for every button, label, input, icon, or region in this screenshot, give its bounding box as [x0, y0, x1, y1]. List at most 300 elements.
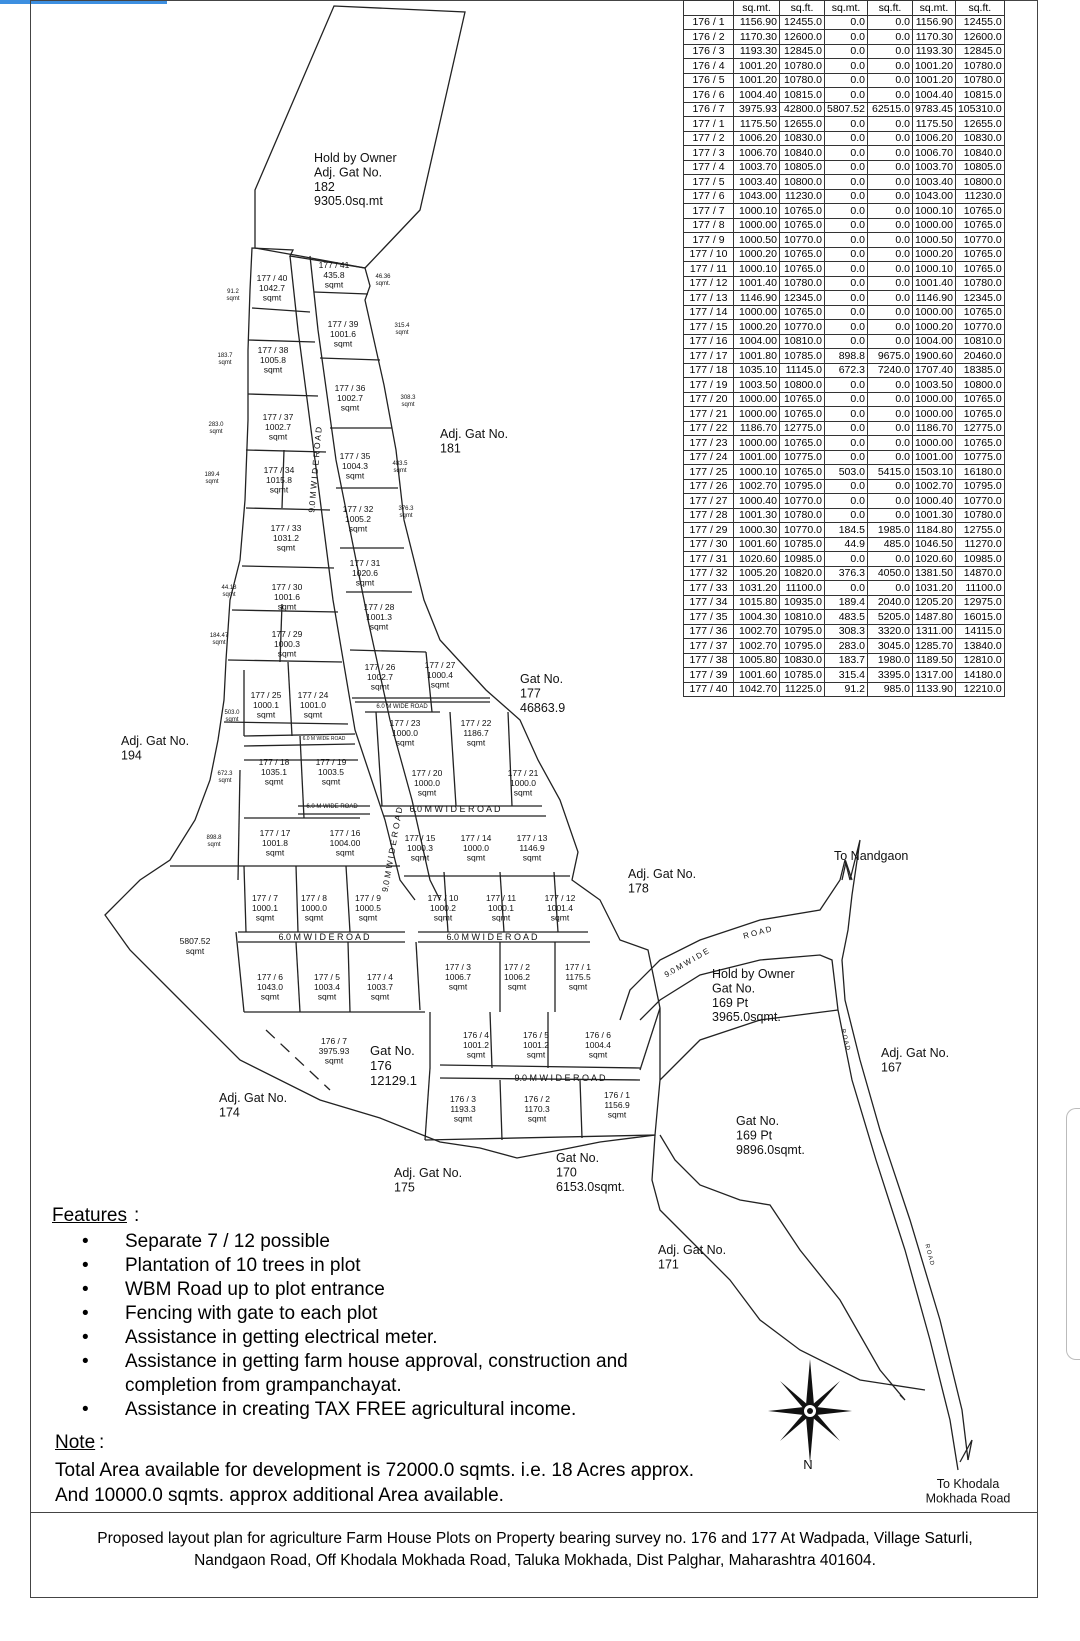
area-cell: 12975.0	[955, 595, 1004, 610]
area-cell: 10985.0	[780, 552, 825, 567]
plot-label	[264, 465, 295, 495]
area-cell: 0.0	[867, 233, 912, 248]
plot-label-line: sqmt	[276, 542, 296, 553]
plot-label-line: sqmt	[321, 776, 341, 787]
area-cell: 0.0	[825, 175, 868, 190]
plot-label-line: 177 / 13	[516, 833, 548, 843]
table-row	[684, 523, 1005, 538]
plot-id-cell: 177 / 21	[684, 407, 734, 422]
area-cell: 3395.0	[867, 668, 912, 683]
area-cell: 91.2	[825, 682, 868, 697]
area-cell: 0.0	[867, 88, 912, 103]
area-cell: 10810.0	[780, 610, 825, 625]
area-cell: 3320.0	[867, 624, 912, 639]
gat-170-label-line: 170	[556, 1165, 577, 1180]
strip-area-label-line: 91.2	[227, 289, 239, 295]
plot-label-line: 177 / 8	[301, 893, 327, 903]
plot-label-line: 1000.3	[274, 638, 300, 649]
strip-area-label-line: 308.3	[400, 395, 416, 401]
hold-owner-182-label	[314, 151, 397, 208]
table-row	[684, 581, 1005, 596]
plot-label-line: 177 / 35	[339, 451, 371, 461]
note-title: Note	[55, 1432, 96, 1453]
area-cell: 1002.70	[734, 639, 780, 654]
plot-label	[445, 962, 471, 992]
plot-id-cell: 177 / 10	[684, 247, 734, 262]
area-cell: 1001.20	[912, 59, 955, 74]
road-label-main-lower-line: 9.0 M W I D E R O A D	[379, 806, 405, 893]
adj-gat-194-label	[121, 734, 189, 762]
note-text: Total Area available for development is 72000.0 sqmts. i.e. 18 Acres approx. And 10000.0 sqmts. approx additional Area available.	[55, 1460, 694, 1506]
strip-area-label-line: sqmt	[226, 295, 240, 302]
strip-area-label-line: 46.36	[375, 274, 391, 280]
area-cell: 189.4	[825, 595, 868, 610]
area-cell: 62515.0	[867, 102, 912, 117]
plot-label-line: 1003.4	[314, 981, 340, 992]
area-cell: 12345.0	[780, 291, 825, 306]
plot-id-cell: 177 / 22	[684, 421, 734, 436]
strip-area-label	[221, 585, 237, 598]
area-cell: 10780.0	[780, 59, 825, 74]
area-cell: 184.5	[825, 523, 868, 538]
plot-label-line: 1000.0	[463, 842, 489, 853]
plot-id-cell: 177 / 4	[684, 160, 734, 175]
table-row	[684, 363, 1005, 378]
area-cell: 0.0	[825, 479, 868, 494]
table-row	[684, 610, 1005, 625]
area-cell: 10985.0	[955, 552, 1004, 567]
area-cell: 10775.0	[780, 450, 825, 465]
area-cell: 0.0	[825, 450, 868, 465]
plot-id-cell: 177 / 3	[684, 146, 734, 161]
strip-area-label	[217, 353, 233, 366]
table-row	[684, 30, 1005, 45]
plot-label-line: 177 / 10	[427, 893, 459, 903]
area-cell: 1000.00	[734, 392, 780, 407]
area-cell: 1175.50	[912, 117, 955, 132]
plot-label-line: sqmt	[370, 681, 390, 692]
plot-label-line: sqmt	[588, 1049, 608, 1060]
area-cell: 11230.0	[955, 189, 1004, 204]
plot-id-cell: 177 / 36	[684, 624, 734, 639]
adj-gat-167-label-line: 167	[881, 1060, 902, 1075]
table-row	[684, 407, 1005, 422]
strip-area-label	[204, 472, 220, 485]
area-cell: 1000.10	[734, 262, 780, 277]
road-label-right-b	[923, 1243, 935, 1266]
area-cell: 1000.00	[734, 305, 780, 320]
plot-label-line: 1001.3	[366, 611, 392, 622]
plot-label	[486, 893, 516, 923]
area-cell: 0.0	[867, 247, 912, 262]
plot-label	[328, 319, 359, 349]
plot-label	[301, 893, 327, 923]
feature-item: • Fencing with gate to each plot	[52, 1302, 692, 1326]
strip-area-label-line: 44.18	[221, 585, 237, 591]
area-cell: 0.0	[825, 407, 868, 422]
strip-area-label-line: 184.47	[209, 633, 229, 639]
plot-label	[461, 718, 492, 748]
road-label-6m-right-line: 6.0 M W I D E R O A D	[446, 932, 538, 942]
plot-label-line: 177 / 7	[252, 893, 278, 903]
plot-id-cell: 177 / 24	[684, 450, 734, 465]
plot-label-line: 177 / 29	[271, 629, 303, 639]
area-cell: 10830.0	[780, 131, 825, 146]
strip-area-label-line: sqmt	[218, 359, 232, 366]
plot-id-cell: 177 / 27	[684, 494, 734, 509]
area-cell: 1015.80	[734, 595, 780, 610]
hold-owner-169-label	[712, 967, 795, 1024]
table-header-cell: sq.ft.	[867, 1, 912, 16]
gat-176-label	[370, 1043, 417, 1088]
plot-label-line: 1000.0	[510, 777, 536, 788]
gat-176-label-line: Gat No.	[370, 1043, 415, 1058]
area-cell: 11145.0	[780, 363, 825, 378]
plot-label	[335, 383, 366, 413]
area-cell: 1193.30	[912, 44, 955, 59]
plot-label	[340, 451, 371, 481]
area-cell: 12845.0	[780, 44, 825, 59]
footer-caption	[40, 1528, 1030, 1572]
plot-id-cell: 177 / 7	[684, 204, 734, 219]
area-cell: 10765.0	[780, 392, 825, 407]
plot-label-line: sqmt	[358, 912, 378, 923]
area-cell: 0.0	[867, 508, 912, 523]
area-cell: 1980.0	[867, 653, 912, 668]
scrollbar-handle[interactable]	[1066, 1108, 1080, 1360]
road-label-right-a	[839, 1028, 851, 1051]
area-cell: 1146.90	[912, 291, 955, 306]
plot-id-cell: 177 / 31	[684, 552, 734, 567]
adj-gat-178-label-line: 178	[628, 881, 649, 896]
area-cell: 0.0	[825, 117, 868, 132]
plot-label-line: 177 / 9	[355, 893, 381, 903]
plot-id-cell: 177 / 9	[684, 233, 734, 248]
plot-label-line: 1000.0	[414, 777, 440, 788]
table-row	[684, 436, 1005, 451]
plot-label-line: 1000.0	[301, 902, 327, 913]
table-row	[684, 653, 1005, 668]
table-row	[684, 247, 1005, 262]
plot-label	[504, 962, 530, 992]
area-cell: 20460.0	[955, 349, 1004, 364]
area-cell: 10805.0	[955, 160, 1004, 175]
area-cell: 16015.0	[955, 610, 1004, 625]
plot-label	[523, 1030, 549, 1060]
area-cell: 12845.0	[955, 44, 1004, 59]
plot-label-line: 177 / 16	[329, 828, 361, 838]
area-cell: 1000.00	[912, 218, 955, 233]
plot-label-line: 1000.1	[488, 902, 514, 913]
strip-area-label	[226, 289, 239, 302]
plot-label-line: 1003.5	[318, 766, 344, 777]
strip-area-label-line: 503.0	[224, 710, 240, 716]
area-cell: 10800.0	[955, 378, 1004, 393]
table-header-cell: sq.mt.	[734, 1, 780, 16]
plot-label-line: 177 / 40	[256, 273, 288, 283]
area-cell: 10770.0	[780, 320, 825, 335]
area-cell: 1317.00	[912, 668, 955, 683]
plot-id-cell: 177 / 8	[684, 218, 734, 233]
area-cell: 0.0	[867, 204, 912, 219]
area-cell: 10765.0	[955, 262, 1004, 277]
area-cell: 10785.0	[780, 349, 825, 364]
plot-label-line: sqmt	[466, 1049, 486, 1060]
area-cell: 1001.60	[734, 668, 780, 683]
plot-id-cell: 176 / 4	[684, 59, 734, 74]
plot-label	[319, 260, 350, 290]
plot-label-line: sqmt	[355, 577, 375, 588]
area-cell: 0.0	[825, 262, 868, 277]
strip-area-label-line: 283.0	[208, 422, 224, 428]
plot-label-line: 176 / 7	[321, 1036, 347, 1046]
area-cell: 1004.00	[734, 334, 780, 349]
area-cell: 12345.0	[955, 291, 1004, 306]
plot-label-line: sqmt	[277, 601, 297, 612]
plot-label-line: sqmt	[268, 431, 288, 442]
area-cell: 0.0	[825, 204, 868, 219]
adj-gat-174-label-line: 174	[219, 1105, 240, 1120]
area-cell: 1043.00	[912, 189, 955, 204]
plot-label-line: 177 / 22	[460, 718, 492, 728]
area-cell: 12775.0	[780, 421, 825, 436]
road-label-main	[306, 426, 323, 513]
area-cell: 1003.50	[912, 378, 955, 393]
area-cell: 11100.0	[780, 581, 825, 596]
area-cell: 1186.70	[912, 421, 955, 436]
plot-label-line: 1193.3	[450, 1103, 476, 1114]
area-cell: 5205.0	[867, 610, 912, 625]
plot-label	[298, 690, 329, 720]
area-cell: 10770.0	[955, 320, 1004, 335]
area-cell: 0.0	[825, 30, 868, 45]
plot-id-cell: 177 / 23	[684, 436, 734, 451]
area-cell: 12210.0	[955, 682, 1004, 697]
plot-label-line: 176 / 1	[604, 1090, 630, 1100]
area-cell: 11100.0	[955, 581, 1004, 596]
area-cell: 10770.0	[780, 494, 825, 509]
area-cell: 10770.0	[955, 494, 1004, 509]
strip-area-label	[375, 274, 391, 287]
adj-gat-175-label-line: Adj. Gat No.	[394, 1166, 463, 1180]
area-cell: 10795.0	[780, 624, 825, 639]
plot-label	[314, 972, 340, 1002]
area-cell: 1003.40	[734, 175, 780, 190]
plot-label-line: sqmt	[260, 991, 280, 1002]
plot-label-line: 435.8	[323, 269, 345, 280]
area-cell: 3045.0	[867, 639, 912, 654]
area-cell: 1000.40	[734, 494, 780, 509]
area-cell: 12775.0	[955, 421, 1004, 436]
strip-area-label	[206, 835, 222, 848]
area-cell: 0.0	[867, 421, 912, 436]
road-label-6m-a	[376, 704, 428, 710]
area-cell: 0.0	[825, 305, 868, 320]
plot-label-line: sqmt	[265, 847, 285, 858]
plot-id-cell: 177 / 15	[684, 320, 734, 335]
area-cell: 503.0	[825, 465, 868, 480]
area-cell: 0.0	[825, 494, 868, 509]
area-cell: 44.9	[825, 537, 868, 552]
strip-area-label-line: 189.4	[204, 472, 220, 478]
plot-label-line: 1000.2	[430, 902, 456, 913]
plot-label-line: sqmt	[263, 364, 283, 375]
table-row	[684, 102, 1005, 117]
area-cell: 1184.80	[912, 523, 955, 538]
table-row	[684, 494, 1005, 509]
plot-label-line: sqmt	[453, 1113, 473, 1124]
plot-label-line: sqmt	[550, 912, 570, 923]
plot-label-line: 177 / 34	[263, 465, 295, 475]
plot-label-line: 177 / 27	[424, 660, 456, 670]
road-label-6m-a-line: 6.0 M WIDE ROAD	[376, 704, 428, 710]
plot-label	[343, 504, 374, 534]
table-row	[684, 639, 1005, 654]
gat-176-label-line: 12129.1	[370, 1072, 417, 1088]
plot-label-line: 176 / 5	[523, 1030, 549, 1040]
plot-label-line: sqmt	[277, 648, 297, 659]
plot-label-line: 177 / 23	[389, 718, 421, 728]
area-cell: 10785.0	[780, 668, 825, 683]
plot-label-line: sqmt	[340, 402, 360, 413]
area-cell: 10780.0	[955, 508, 1004, 523]
area-cell: 10765.0	[780, 407, 825, 422]
table-row	[684, 189, 1005, 204]
area-cell: 1003.70	[734, 160, 780, 175]
area-cell: 0.0	[825, 291, 868, 306]
plot-label-line: sqmt	[324, 1055, 344, 1066]
plot-label-line: 3975.93	[318, 1045, 350, 1056]
plot-label-line: 1042.7	[259, 282, 285, 293]
adj-gat-174-label	[219, 1091, 287, 1119]
area-cell: 1004.00	[912, 334, 955, 349]
table-header-cell: sq.ft.	[955, 1, 1004, 16]
area-cell: 1000.20	[912, 320, 955, 335]
area-cell: 10780.0	[780, 508, 825, 523]
plot-id-cell: 177 / 6	[684, 189, 734, 204]
area-cell: 10765.0	[955, 407, 1004, 422]
plot-label	[263, 412, 294, 442]
area-cell: 10765.0	[780, 436, 825, 451]
plot-label-line: sqmt	[448, 981, 468, 992]
strip-area-label-line: 5807.52	[179, 936, 211, 946]
area-cell: 1006.70	[912, 146, 955, 161]
area-cell: 2040.0	[867, 595, 912, 610]
area-cell: 1000.10	[734, 204, 780, 219]
compass-rose-icon	[768, 1359, 852, 1463]
area-cell: 1031.20	[734, 581, 780, 596]
area-cell: 11270.0	[955, 537, 1004, 552]
plot-id-cell: 177 / 5	[684, 175, 734, 190]
hold-owner-182-label-line: 9305.0sq.mt	[314, 194, 383, 209]
table-header-cell	[684, 1, 734, 16]
area-cell: 10770.0	[955, 233, 1004, 248]
area-cell: 1046.50	[912, 537, 955, 552]
area-cell: 0.0	[867, 450, 912, 465]
area-cell: 10765.0	[780, 218, 825, 233]
plot-label	[405, 833, 436, 863]
plot-label-line: 1001.6	[274, 591, 300, 602]
area-cell: 0.0	[867, 291, 912, 306]
plot-label-line: 1001.6	[330, 328, 356, 339]
plot-label-line: 177 / 28	[363, 602, 395, 612]
area-cell: 315.4	[825, 668, 868, 683]
area-cell: 9783.45	[912, 102, 955, 117]
area-cell: 0.0	[825, 88, 868, 103]
strip-area-label-line: 483.5	[392, 461, 408, 467]
area-cell: 0.0	[867, 73, 912, 88]
plot-label-line: 177 / 41	[318, 260, 350, 270]
strip-area-label-line: sqmt	[401, 401, 415, 408]
plot-id-cell: 177 / 39	[684, 668, 734, 683]
strip-area-label-line: sqmt	[393, 467, 407, 474]
plot-label-line: 1015.8	[266, 474, 292, 485]
area-cell: 12455.0	[955, 15, 1004, 30]
plot-label	[258, 345, 289, 375]
area-cell: 1186.70	[734, 421, 780, 436]
plot-label-line: 1006.7	[445, 971, 471, 982]
plot-id-cell: 177 / 26	[684, 479, 734, 494]
area-cell: 1189.50	[912, 653, 955, 668]
adj-gat-167-label	[881, 1046, 949, 1074]
plot-label-line: 177 / 12	[544, 893, 576, 903]
area-cell: 1001.30	[912, 508, 955, 523]
gat-170-label-line: 6153.0sqmt.	[556, 1179, 625, 1194]
plot-label-line: sqmt	[262, 292, 282, 303]
plot-label-line: 177 / 3	[445, 962, 471, 972]
strip-area-label	[210, 633, 229, 646]
area-cell: 1311.00	[912, 624, 955, 639]
area-cell: 10780.0	[955, 276, 1004, 291]
plot-label-line: sqmt	[333, 338, 353, 349]
area-cell: 10765.0	[955, 218, 1004, 233]
plot-label-line: 1000.5	[355, 902, 381, 913]
compass-north-label	[803, 1457, 812, 1472]
plot-label	[364, 602, 395, 632]
area-cell: 1000.00	[912, 305, 955, 320]
strip-area-label	[208, 422, 224, 435]
plot-id-cell: 177 / 14	[684, 305, 734, 320]
area-cell: 12600.0	[780, 30, 825, 45]
footer-line-2: Nandgaon Road, Off Khodala Mokhada Road, Taluka Mokhada, Dist Palghar, Maharashtra 401604.	[194, 1552, 876, 1569]
strip-area-label-line: sqmt	[222, 591, 236, 598]
to-nandgaon-label	[834, 849, 908, 863]
plot-label	[585, 1030, 611, 1060]
table-row	[684, 305, 1005, 320]
area-cell: 0.0	[825, 378, 868, 393]
area-cell: 10805.0	[780, 160, 825, 175]
area-cell: 1133.90	[912, 682, 955, 697]
plot-label-line: sqmt	[317, 991, 337, 1002]
area-cell: 10765.0	[955, 392, 1004, 407]
area-cell: 10765.0	[780, 465, 825, 480]
features-title: Features	[52, 1205, 127, 1226]
area-cell: 0.0	[825, 73, 868, 88]
plot-label-line: 1186.7	[463, 727, 489, 738]
plot-id-cell: 176 / 1	[684, 15, 734, 30]
strip-area-label-line: 183.7	[217, 353, 233, 359]
plot-id-cell: 177 / 29	[684, 523, 734, 538]
area-cell: 0.0	[825, 131, 868, 146]
area-cell: 0.0	[825, 44, 868, 59]
area-cell: 1001.20	[734, 59, 780, 74]
plot-label-line: 177 / 15	[404, 833, 436, 843]
table-header-cell: sq.ft.	[780, 1, 825, 16]
plot-label-line: 177 / 30	[271, 582, 303, 592]
area-cell: 14870.0	[955, 566, 1004, 581]
plot-label-line: 176 / 3	[450, 1094, 476, 1104]
table-row	[684, 131, 1005, 146]
